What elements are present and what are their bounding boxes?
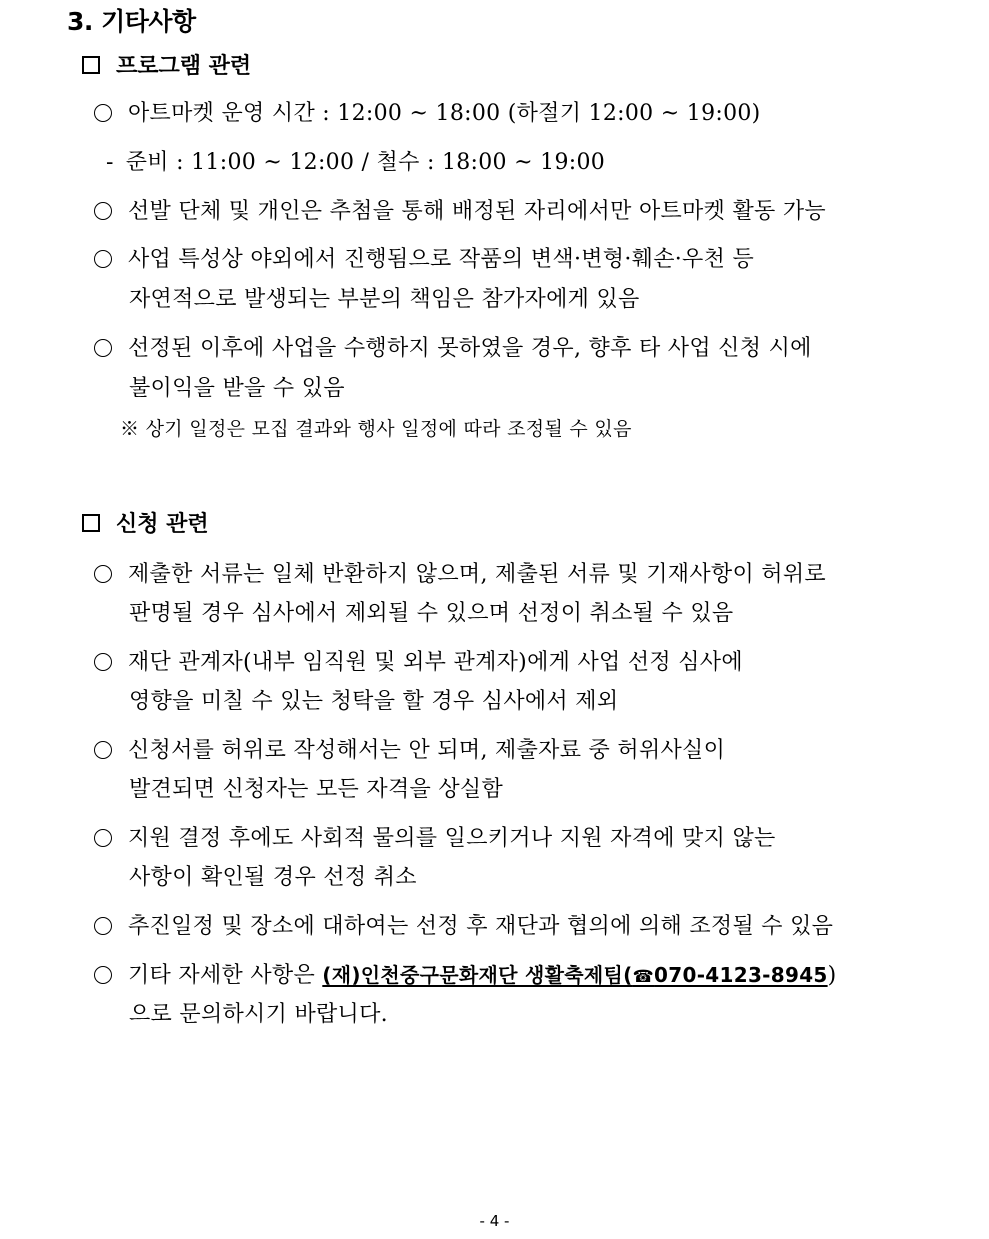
program-item-continuation: 자연적으로 발생되는 부분의 책임은 참가자에게 있음 <box>129 287 640 312</box>
application-heading-label: 신청 관련 <box>116 511 209 537</box>
phone-icon: ☎ <box>632 967 655 987</box>
circle-bullet-icon <box>94 202 112 220</box>
circle-bullet-icon <box>94 104 112 122</box>
application-heading <box>82 507 209 538</box>
program-item: 사업 특성상 야외에서 진행됨으로 작품의 변색·변형·훼손·우천 등 <box>94 242 754 273</box>
program-item: 선정된 이후에 사업을 수행하지 못하였을 경우, 향후 타 사업 신청 시에 <box>94 331 812 362</box>
circle-bullet-icon <box>94 966 112 984</box>
application-item: 재단 관계자(내부 임직원 및 외부 관계자)에게 사업 선정 심사에 <box>94 645 743 676</box>
application-item-continuation: 판명될 경우 심사에서 제외될 수 있으며 선정이 취소될 수 있음 <box>129 601 734 626</box>
contact-info: (재)인천중구문화재단 생활축제팀(☎070-4123-8945 <box>322 963 828 987</box>
circle-bullet-icon <box>94 250 112 268</box>
program-item: 선발 단체 및 개인은 추첨을 통해 배정된 자리에서만 아트마켓 활동 가능 <box>94 194 826 225</box>
application-item: 추진일정 및 장소에 대하여는 선정 후 재단과 협의에 의해 조정될 수 있음 <box>94 909 833 940</box>
application-item-continuation: 사항이 확인될 경우 선정 취소 <box>129 865 417 890</box>
circle-bullet-icon <box>94 829 112 847</box>
application-item: 제출한 서류는 일체 반환하지 않으며, 제출된 서류 및 기재사항이 허위로 <box>94 557 826 588</box>
application-item: 신청서를 허위로 작성해서는 안 되며, 제출자료 중 허위사실이 <box>94 733 725 764</box>
circle-bullet-icon <box>94 741 112 759</box>
application-item-continuation: 영향을 미칠 수 있는 청탁을 할 경우 심사에서 제외 <box>129 689 619 714</box>
checkbox-square-icon <box>82 56 100 74</box>
program-note: ※ 상기 일정은 모집 결과와 행사 일정에 따라 조정될 수 있음 <box>120 418 632 440</box>
circle-bullet-icon <box>94 565 112 583</box>
application-item-continuation: 으로 문의하시기 바랍니다. <box>129 1002 388 1027</box>
circle-bullet-icon <box>94 339 112 357</box>
program-item-continuation: 불이익을 받을 수 있음 <box>129 376 345 401</box>
checkbox-square-icon <box>82 514 100 532</box>
application-item-contact: 기타 자세한 사항은 (재)인천중구문화재단 생활축제팀(☎070-4123-8945) <box>94 958 837 989</box>
application-item: 지원 결정 후에도 사회적 물의를 일으키거나 지원 자격에 맞지 않는 <box>94 821 776 852</box>
phone-number: 070-4123-8945 <box>654 963 828 987</box>
program-heading-label: 프로그램 관련 <box>116 53 252 79</box>
program-item: 아트마켓 운영 시간 : 12:00 ~ 18:00 (하절기 12:00 ~ 19:00) <box>94 96 761 127</box>
dash-bullet-icon: - <box>106 150 114 175</box>
section-title: 3. 기타사항 <box>67 7 196 36</box>
circle-bullet-icon <box>94 917 112 935</box>
application-item-continuation: 발견되면 신청자는 모든 자격을 상실함 <box>129 777 504 802</box>
program-subitem: - 준비 : 11:00 ~ 12:00 / 철수 : 18:00 ~ 19:00 <box>106 150 606 175</box>
program-heading <box>82 49 251 80</box>
page-number: - 4 - <box>479 1212 510 1230</box>
circle-bullet-icon <box>94 653 112 671</box>
